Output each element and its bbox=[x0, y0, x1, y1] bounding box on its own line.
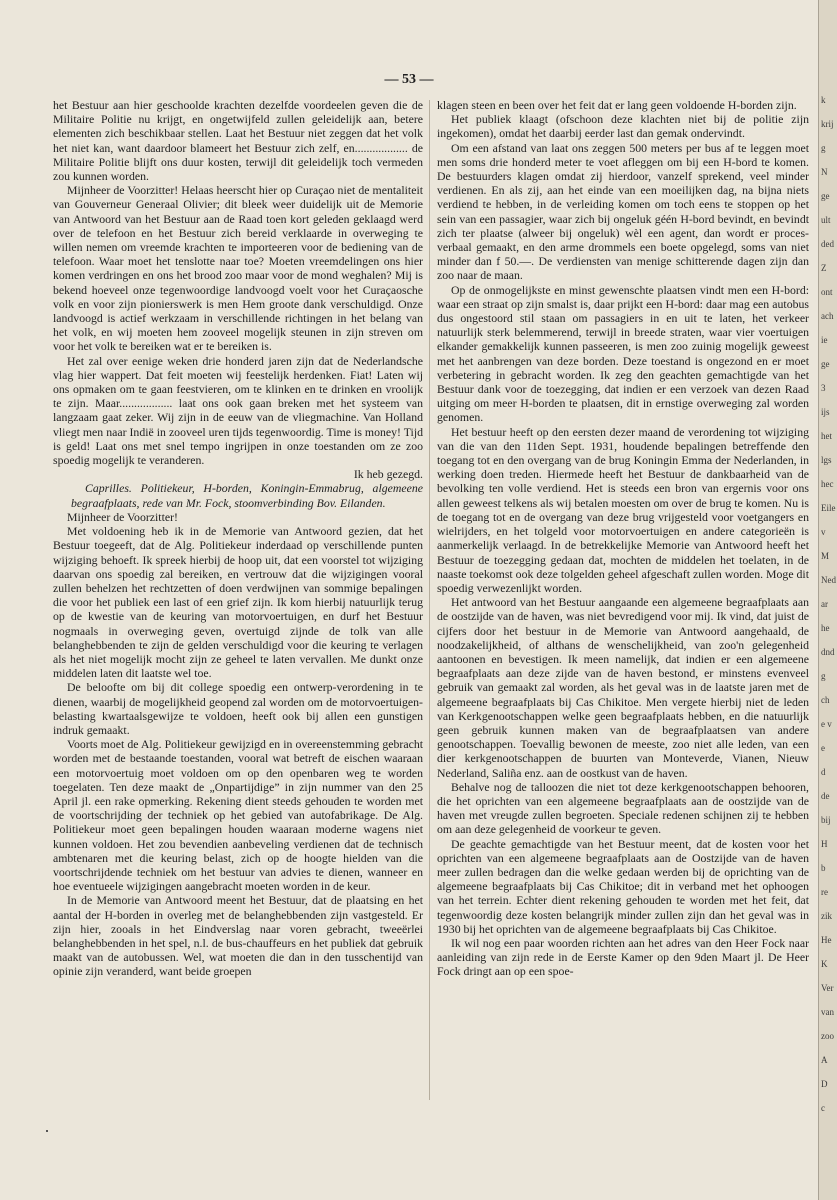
paragraph: Mijnheer de Voorzitter! bbox=[67, 509, 178, 524]
binding-fragment: ach bbox=[821, 311, 834, 321]
binding-fragment: H bbox=[821, 839, 828, 849]
binding-fragment: van bbox=[821, 1007, 834, 1017]
binding-fragment: lgs bbox=[821, 455, 832, 465]
binding-fragment: he bbox=[821, 623, 830, 633]
paragraph: Mijnheer de Voorzitter! Helaas heerscht hier op Curaçao niet de mentaliteit van Gouverneur Generaal Olivier; dit bleek weer duidelijk uit de Memorie van Antwoord van het Bestuur aan de Raad toen kort geleden geklaagd werd over de telefoon en het Bestuur zich bereid verklaarde in overweging te willen nemen om vreemde krachten te importeeren voor de bediening van de telefoon. Waar moet het tenslotte naar toe? Moeten vreemdelingen ons hier komen verdringen en ons het brood zoo maar voor de mond weghalen? Mij is bekend hoeveel onze tegenwoordige landvoogd voelt voor het Curaçaosche volk en voor zijn pionierswerk is men Hem groote dank verschuldigd. Onze landvoogd is actief werkzaam in verschillende richtingen in het belang van het volk, en wij moeten hem zooveel mogelijk steunen in zijn streven om voor het volk te bereiken wat er te bereiken is. bbox=[53, 183, 423, 354]
binding-fragment: v bbox=[821, 527, 826, 537]
paragraph: De beloofte om bij dit college spoedig een ontwerp-verordening in te dienen, waarbij de mogelijkheid geopend zal worden om de motorvoertuigen-belasting kwartaalsgewijze te voldoen, heeft ook bij allen een gunstigen indruk gemaakt. bbox=[53, 680, 423, 737]
paragraph: De geachte gemachtigde van het Bestuur meent, dat de kosten voor het oprichten van een algemeene begraafplaats aan de Oostzijde van de haven meer zullen bedragen dan die welke gedaan werden bij de oprichting van de algemeene begraafplaats bij Cas Chikitoe; dit in verband met het ophoogen van het terrein. Echter dient rekening gehouden te worden met het feit, dat tegenwoordig deze kosten belangrijk minder zullen zijn dan het geval was in 1930 bij het oprichten van de algemeene begraafplaats bij Cas Chikitoe. bbox=[437, 836, 809, 936]
binding-fragment: ch bbox=[821, 695, 830, 705]
paragraph: Om een afstand van laat ons zeggen 500 meters per bus af te leggen moet men soms drie honderd meter te voet afleggen om bij een H-bord te komen. De bestuurders klagen omdat zij hierdoor, vanzelf sprekend, veel minder verdienen. En als zij, aan het einde van een moeilijken dag, na bijna niets verdiend te hebben, in de verleiding komen om toch eens te stoppen op het sein van een passagier, waar zich bij ongeluk géén H-bord bevindt, en bevindt zich ter plaatse (alweer bij ongeluk) wèl een agent, dan wordt er proces-verbaal gemaakt, en den arme drommels een boete opgelegd, soms van niet minder dan f 50.—. De verdiensten van menige schitterende dagen zijn dan zoo naar de maan. bbox=[437, 140, 809, 283]
paragraph: Het publiek klaagt (ofschoon deze klachten niet bij de politie zijn ingekomen), omdat het daarbij eerder last dan gemak ondervindt. bbox=[437, 112, 809, 141]
binding-fragment: d bbox=[821, 767, 826, 777]
binding-fragment: ded bbox=[821, 239, 834, 249]
binding-fragment: e bbox=[821, 743, 825, 753]
paragraph: Op de onmogelijkste en minst gewenschte plaatsen vindt men een H-bord: waar een straat op zijn smalst is, daar prijkt een H-bord: daar mag een autobus dus ongestoord stil staan om passagiers in en uit te laten, het verkeer natuurlijk sterk belemmerend, terwijl in breede straten, waar vier voertuigen elkander gemakkelijk kunnen passeeren, is men zoo zuinig mogelijk geweest met het aanbrengen van deze borden. Deze toestand is ongezond en er moet verbetering in gebracht worden. Ik zeg den geachten gemachtigde van het Bestuur dank voor de toezegging, dat indien er een verzoek van dezen Raad uitging om meer H-borden te plaatsen, dit in ernstige overweging zal worden genomen. bbox=[437, 282, 809, 425]
binding-fragment: Eile bbox=[821, 503, 836, 513]
binding-fragment: M bbox=[821, 551, 830, 561]
column-divider bbox=[429, 100, 430, 1100]
binding-fragment: c bbox=[821, 1103, 825, 1113]
page-speck bbox=[46, 1130, 48, 1132]
paragraph: Behalve nog de talloozen die niet tot deze kerkgenootschappen behooren, die het oprichten van een algemeene begraafplaats aan de oostzijde van de haven met vreugde zullen begroeten. Speciale redenen schijnen zij te hebben om aan deze gelegenheid de voorkeur te geven. bbox=[437, 779, 809, 837]
binding-fragment: e v bbox=[821, 719, 832, 729]
binding-fragment: g bbox=[821, 143, 826, 153]
binding-fragment: A bbox=[821, 1055, 828, 1065]
left-column-bottom-paragraphs bbox=[53, 510, 423, 979]
binding-fragment: zik bbox=[821, 911, 832, 921]
binding-fragment: het bbox=[821, 431, 832, 441]
binding-fragment: ge bbox=[821, 191, 830, 201]
binding-fragment: ie bbox=[821, 335, 828, 345]
binding-fragment: 3 bbox=[821, 383, 826, 393]
binding-fragment: zoo bbox=[821, 1031, 834, 1041]
binding-fragment: ge bbox=[821, 359, 830, 369]
page-number: — 53 — bbox=[384, 72, 434, 87]
paragraph: Voorts moet de Alg. Politiekeur gewijzigd en in overeenstemming gebracht worden met de bestaande toestanden, vooral wat betreft de eischen waaraan een motorvoertuig moet voldoen om op den openbaren weg te worden toegelaten. Ten deze maakt de „Onpartijdige” in zijn nummer van den 25 April jl. een rake opmerking. Rekening dient steeds gehouden te worden met de voortschrijding der techniek op het gebied van autofabrikage. De Alg. Politiekeur moet geen bepalingen houden waaraan moderne wagens niet kunnen voldoen. Het zou bevendien aanbeveling verdienen dat de technisch ambtenaren met die keuring belast, zich op de hoogte hielden van die voortschrijdende techniek om het bestuur van advies te dienen, wanneer en hoe eventueele wijzigingen aangebracht moeten worden in de keur. bbox=[53, 737, 423, 894]
binding-fragment: b bbox=[821, 863, 826, 873]
left-column-top-paragraphs bbox=[53, 98, 423, 467]
section-heading: Caprilles. Politiekeur, H-borden, Koningin-Emmabrug, algemeene begraafplaats, rede van Mr. Fock, stoomverbinding Bov. Eilanden. bbox=[71, 481, 423, 510]
binding-fragment: ar bbox=[821, 599, 828, 609]
paragraph: Het antwoord van het Bestuur aangaande een algemeene begraafplaats aan de oostzijde van de haven, was niet bevredigend voor mij. Ik vind, dat juist de cijfers door het bestuur in de Memorie van Antwoord aangehaald, de noodzakelijkheid, of althans de wenschelijkheid, van zoo'n gelegenheid aantoonen en bevestigen. Ik meen namelijk, dat indien er een algemeene begraafplaats aan deze zijde van de haven bestond, er minstens evenveel gebruik van gemaakt zal worden, als het geval was in de laatste jaren met de algemeene begraafplaats bij Cas Chikitoe. Men vergete hierbij niet de leden van Kerkgenootschappen welke geen begraafplaats hebben, en die natuurlijk geen gebruik kunnen maken van de begraafplaatsen van andere genootschappen. Toevallig bewonen de meeste, zoo niet alle leden, van een dier kerkgenootschappen de buurten van Monteverde, Vianen, Nieuw Nederland, Saliña enz. aan de oostkust van de haven. bbox=[437, 595, 809, 780]
binding-fragment: He bbox=[821, 935, 832, 945]
paragraph: het Bestuur aan hier geschoolde krachten dezelfde voordeelen geven die de Militaire Politie nu krijgt, en ongetwijfeld zullen geleidelijk aan, betere elementen zich beschikbaar stellen. Laat het Bestuur niet zeggen dat het volk het niet kan, want daardoor blameert het Bestuur zich zelf, en.................. de Militaire Politie blijft ons duur kosten, terwijl dit geleidelijk toch vermeden zou kunnen worden. bbox=[53, 98, 423, 184]
binding-fragment: Ver bbox=[821, 983, 834, 993]
closing-remark: Ik heb gezegd. bbox=[353, 467, 423, 482]
paragraph: Het bestuur heeft op den eersten dezer maand de verordening tot wijziging van die van den 11den Sept. 1931, houdende bepalingen betreffende den toegang tot en den overgang van de brug Koningin Emma der Nederlanden, in werking doen treden. Hiermede heeft het Bestuur de dankbaarheid van de bevolking ten volle verdiend. Het is steeds een bron van ergernis voor ons allen geweest telkens als wij betalen moesten om over de brug te komen. Nu is de toegang tot en de overgang van deze brug vrijgesteld voor voetgangers en wielrijders, en het tolgeld voor motorvoertuigen en andere categorieën is aanmerkelijk verlaagd. In de betrekkelijke Memorie van Antwoord heeft het Bestuur de toezegging gedaan dat, mochten de middelen het toelaten, in de naaste toekomst ook deze tolgelden geheel afgeschaft zullen worden. Moge dit spoedig verwezenlijkt worden. bbox=[437, 424, 809, 595]
paragraph: Het zal over eenige weken drie honderd jaren zijn dat de Nederlandsche vlag hier wappert. Dat feit moeten wij feestelijk herdenken. Fiat! Laten wij ons opmaken om te gaan feestvieren, om te klinken en te drinken en vroolijk te zijn. Maar.................. laat ons ook gaan breken met het systeem van langzaam gaat zeker. Wij zijn in de eeuw van de vliegmachine. Van Holland vliegt men naar Indië in zooveel uren tijds tegenwoordig. Time is money! Tijd is geld! Laat ons met snel tempo ingrijpen in onze toestanden om ze zoo spoedig mogelijk te veranderen. bbox=[53, 353, 423, 468]
binding-fragment: Ned bbox=[821, 575, 836, 585]
binding-fragment: N bbox=[821, 167, 828, 177]
binding-fragment: ont bbox=[821, 287, 833, 297]
binding-fragment: krij bbox=[821, 119, 834, 129]
binding-fragment: ijs bbox=[821, 407, 830, 417]
right-column bbox=[437, 98, 809, 979]
binding-fragment: hec bbox=[821, 479, 834, 489]
binding-fragment: k bbox=[821, 95, 826, 105]
paragraph: klagen steen en been over het feit dat er lang geen voldoende H-borden zijn. bbox=[437, 98, 797, 112]
left-column bbox=[53, 98, 423, 979]
binding-fragment: dnd bbox=[821, 647, 835, 657]
paragraph: Ik wil nog een paar woorden richten aan het adres van den Heer Fock naar aanleiding van zijn rede in de Eerste Kamer op den 9den Maart jl. De Heer Fock dringt aan op een spoe- bbox=[437, 935, 809, 979]
binding-fragment: bij bbox=[821, 815, 831, 825]
paragraph: Met voldoening heb ik in de Memorie van Antwoord gezien, dat het Bestuur toegeeft, dat de Alg. Politiekeur inderdaad op verschillende punten wijziging behoeft. Ik spreek hierbij de hoop uit, dat een voorstel tot wijziging daarvan ons spoedig zal bereiken, en vertrouw dat die wijzigingen vooral zullen behelzen het rechtzetten of doen verdwijnen van sommige bepalingen die voor het publiek een last of een grief zijn. Ik kom hierbij natuurlijk terug op de kwestie van de keuring van motorvoertuigen, en durf het Bestuur nogmaals in overweging geven, overtuigd zijnde de tolk van alle belanghebbenden te zijn de gelden verschuldigd voor die keuring te verlagen als het niet mogelijk mocht zijn ze geheel te laten vervallen. Me dunkt onze middelen laten dit laatste wel toe. bbox=[53, 524, 423, 681]
right-column-paragraphs bbox=[437, 98, 809, 979]
binding-fragment: D bbox=[821, 1079, 828, 1089]
binding-fragment: K bbox=[821, 959, 828, 969]
binding-fragment: de bbox=[821, 791, 830, 801]
binding-fragment: g bbox=[821, 671, 826, 681]
binding-fragment: Z bbox=[821, 263, 827, 273]
binding-fragment: ult bbox=[821, 215, 831, 225]
paragraph: In de Memorie van Antwoord meent het Bestuur, dat de plaatsing en het aantal der H-borden in overleg met de belanghebbenden zijn vastgesteld. Er zijn hier, zooals in het Eindverslag naar voren gebracht, tweeërlei belanghebbenden in het spel, n.l. de bus-chauffeurs en het publiek dat gebruik maakt van de autobussen. Wel, wat moeten die dan in den tusschentijd van opinie zijn veranderd, want beide groepen bbox=[53, 893, 423, 979]
binding-fragment: re bbox=[821, 887, 828, 897]
adjacent-page-edge bbox=[818, 0, 837, 1200]
